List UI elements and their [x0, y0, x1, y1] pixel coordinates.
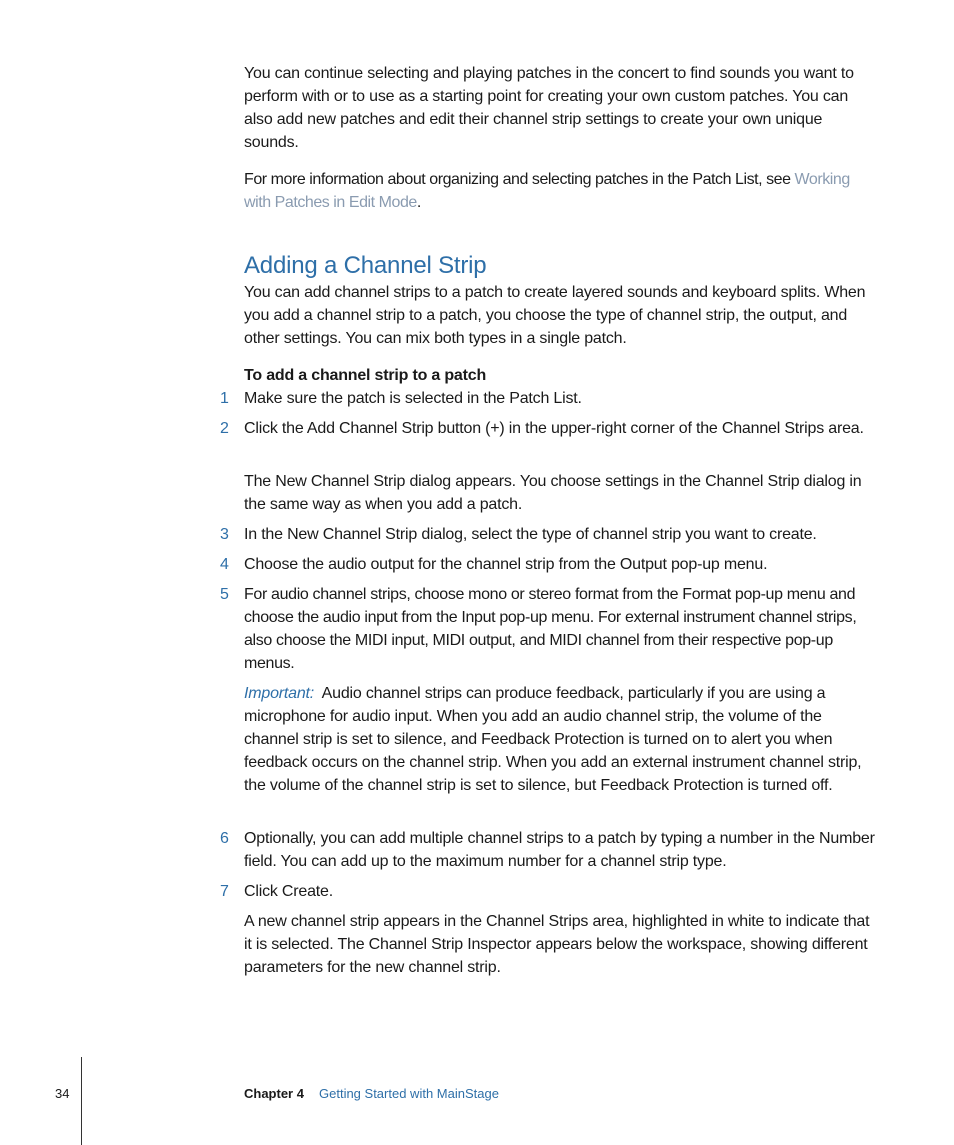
step-7-note: A new channel strip appears in the Channel Strips area, highlighted in white to indicate that it is selected. The Channel Strip Inspector appears below the workspace, showing different parameters for the new channel strip. — [244, 913, 870, 976]
step-number: 2 — [220, 420, 229, 437]
see-also-paragraph — [244, 168, 876, 214]
step-text: Click the Add Channel Strip button (+) in the upper-right corner of the Channel Strips area. — [244, 420, 864, 437]
intro-paragraph: You can continue selecting and playing patches in the concert to find sounds you want to perform with or to use as a starting point for creating your own custom patches. You can also add new patches and edit their channel strip settings to create your own unique sounds. — [244, 65, 854, 151]
section-heading: Adding a Channel Strip — [244, 252, 487, 279]
step-number: 6 — [220, 830, 229, 847]
step-number: 4 — [220, 556, 229, 573]
step-text: Choose the audio output for the channel strip from the Output pop-up menu. — [244, 556, 768, 573]
step-text: Make sure the patch is selected in the Patch List. — [244, 390, 582, 407]
step-number: 1 — [220, 390, 229, 407]
step-text: For audio channel strips, choose mono or stereo format from the Format pop-up menu and choose the audio input from the Input pop-up menu. For external instrument channel strips, also choose the MIDI input, MIDI output, and MIDI channel from their respective pop-up menus. — [244, 586, 857, 672]
step-text: In the New Channel Strip dialog, select the type of channel strip you want to create. — [244, 526, 817, 543]
footer-divider — [81, 1057, 82, 1145]
important-note — [244, 682, 876, 797]
step-number: 5 — [220, 586, 229, 603]
task-title: To add a channel strip to a patch — [244, 367, 487, 384]
page-number: 34 — [55, 1086, 70, 1101]
working-with-patches-link[interactable]: Working with Patches in Edit Mode — [244, 171, 850, 211]
see-also-text: For more information about organizing and selecting patches in the Patch List, see — [244, 171, 795, 188]
step-text: Optionally, you can add multiple channel strips to a patch by typing a number in the Number field. You can add up to the maximum number for a channel strip type. — [244, 830, 875, 870]
step-text: Click Create. — [244, 883, 333, 900]
important-label: Important: — [244, 685, 315, 702]
step-2-note: The New Channel Strip dialog appears. You choose settings in the Channel Strip dialog in the same way as when you add a patch. — [244, 473, 862, 513]
see-also-period: . — [416, 194, 421, 211]
footer-chapter-title: Getting Started with MainStage — [319, 1086, 499, 1101]
section-intro: You can add channel strips to a patch to create layered sounds and keyboard splits. When you add a channel strip to a patch, you choose the type of channel strip, the output, and other settings. You can mix both types in a single patch. — [244, 284, 866, 347]
step-number: 3 — [220, 526, 229, 543]
step-number: 7 — [220, 883, 229, 900]
footer-chapter: Chapter 4 — [244, 1086, 304, 1101]
important-text: Audio channel strips can produce feedback, particularly if you are using a microphone for audio input. When you add an audio channel strip, the volume of the channel strip is set to silence, and Feedback Protection is turned on to alert you when feedback occurs on the channel strip. When you add an external instrument channel strip, the volume of the channel strip is set to silence, but Feedback Protection is turned off. — [244, 685, 862, 794]
